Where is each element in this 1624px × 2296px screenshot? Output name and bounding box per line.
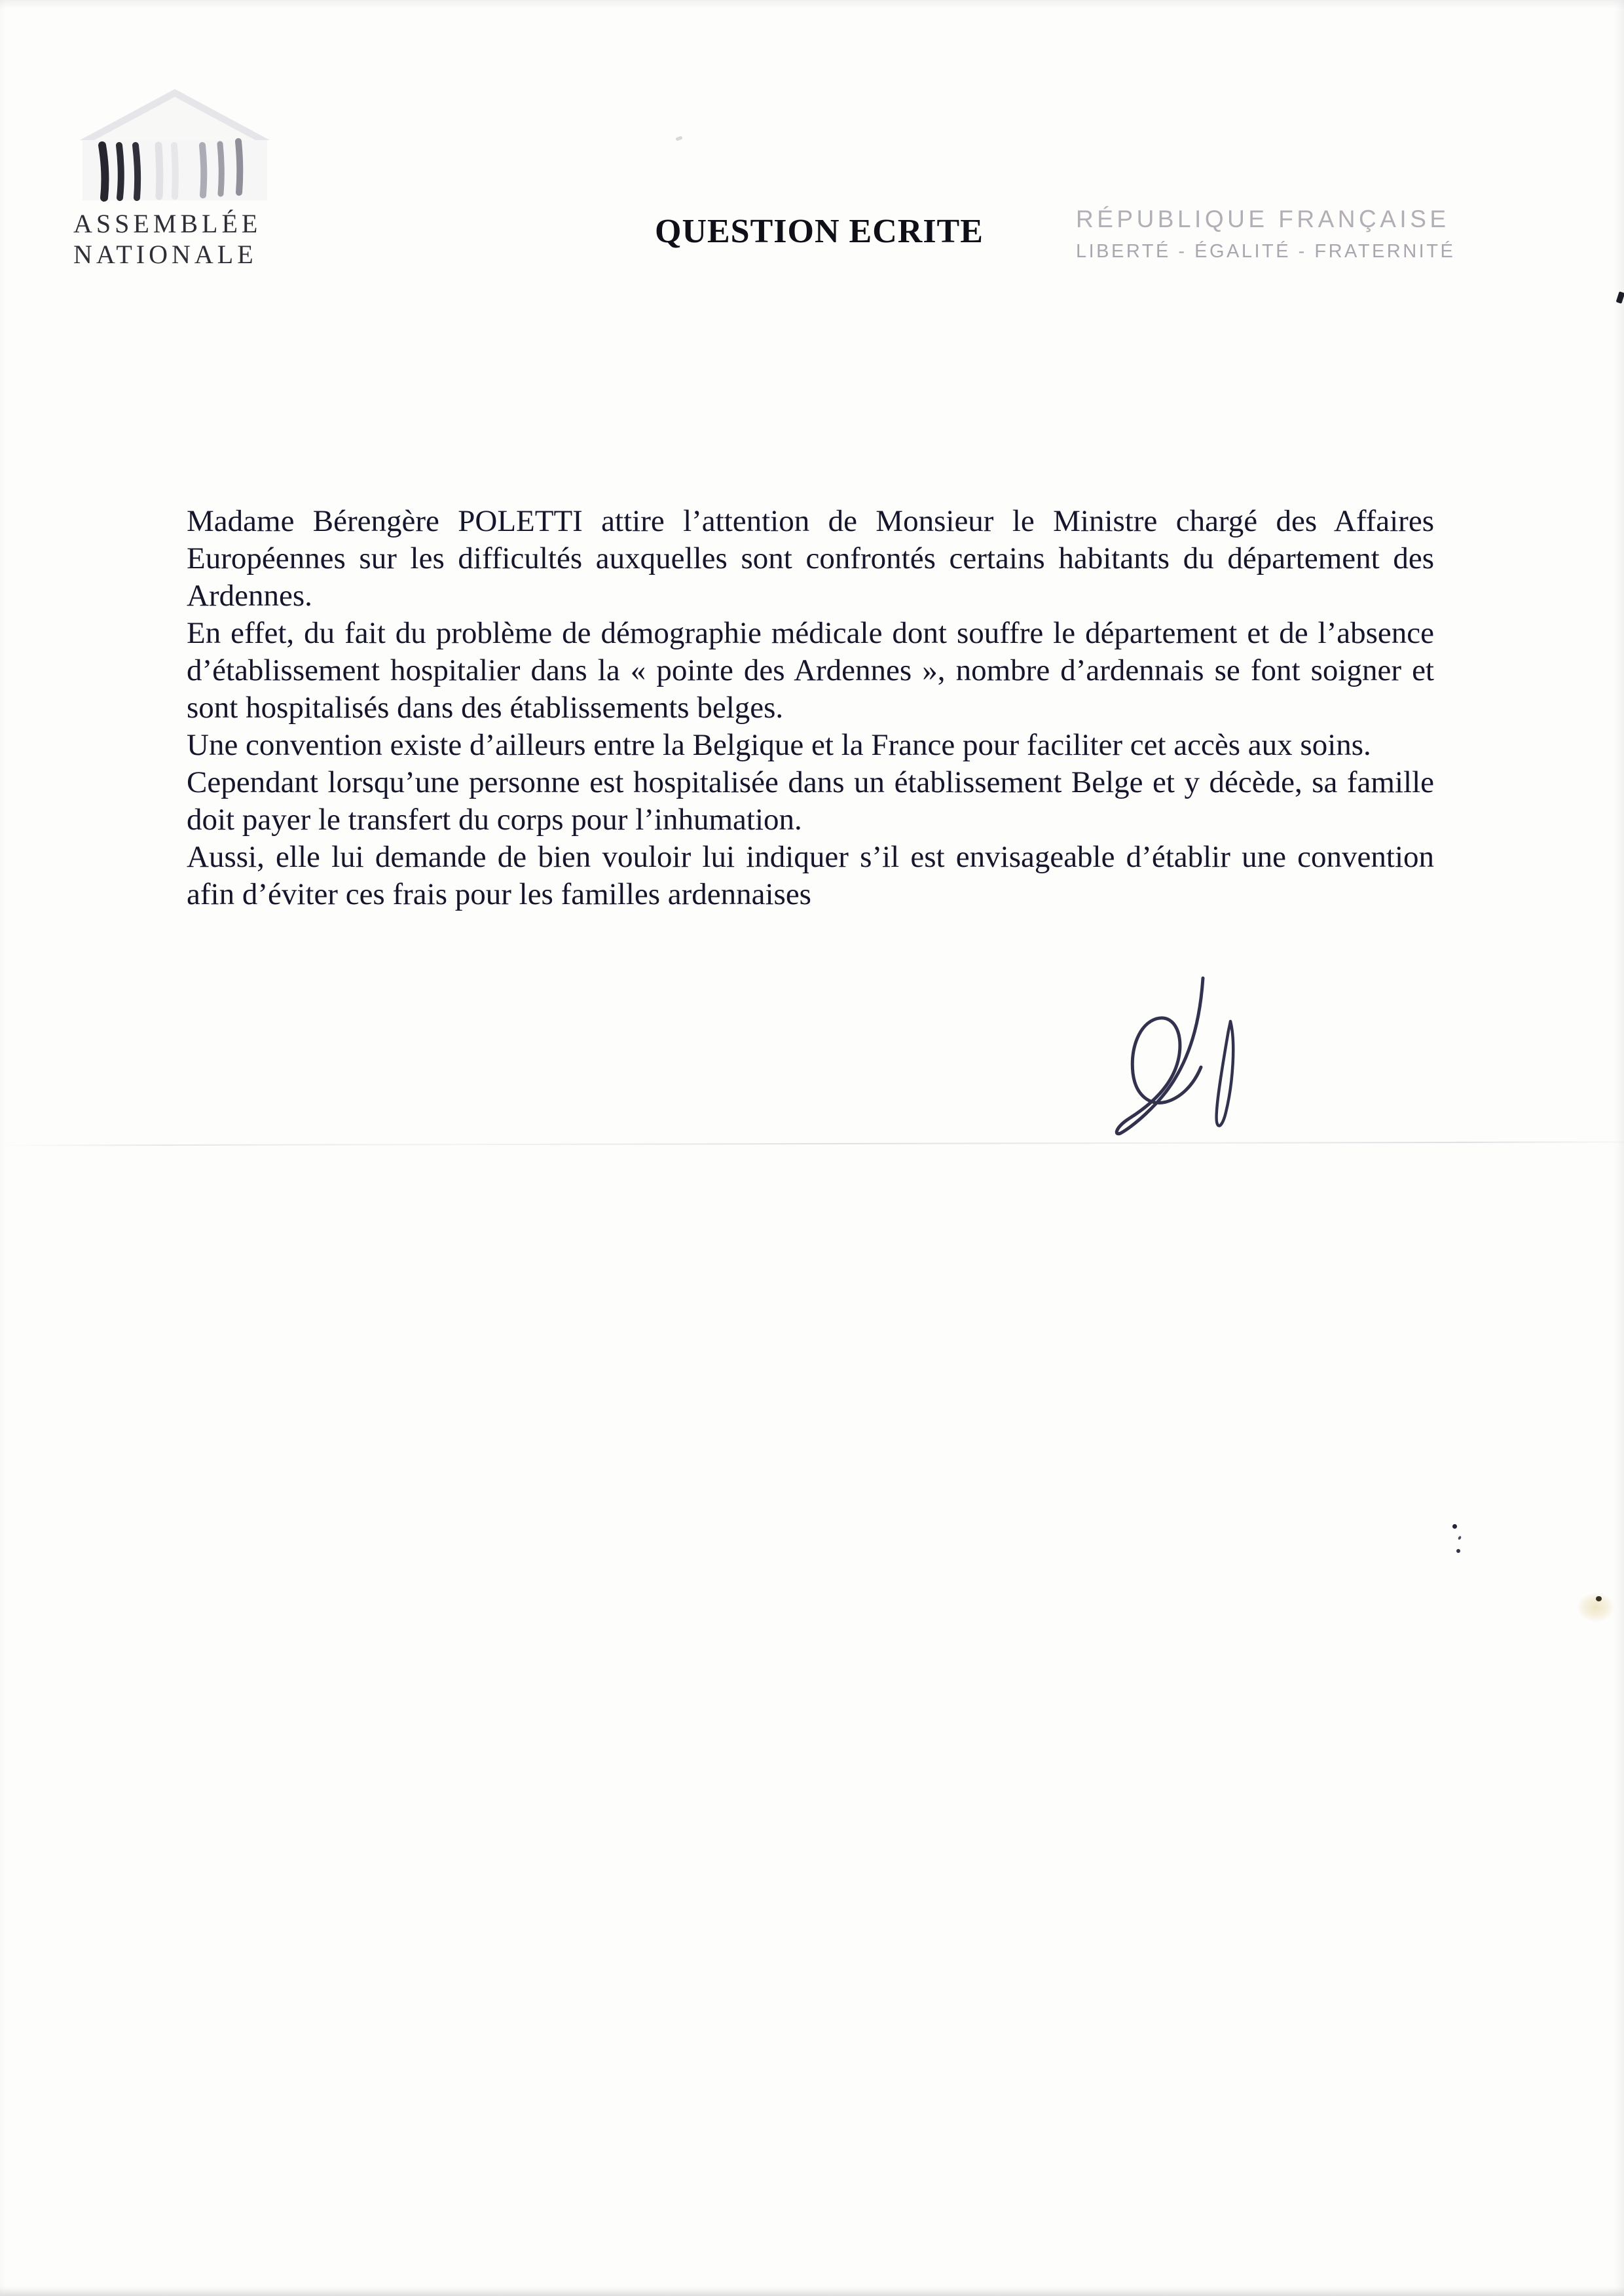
republique-francaise-block xyxy=(1076,206,1456,263)
assemblee-nationale-logo xyxy=(73,82,280,270)
edge-ink-mark xyxy=(1616,291,1624,304)
paragraph-5: Aussi, elle lui demande de bien vouloir lui indiquer s’il est envisageable d’établir une convention afin d’éviter ces frais pour les familles ardennaises xyxy=(187,840,1434,911)
document-title: QUESTION ECRITE xyxy=(655,213,984,250)
question-body xyxy=(187,503,1434,913)
scan-top-shading xyxy=(0,0,1624,9)
org-name-line1: ASSEMBLÉE xyxy=(73,209,262,238)
handwritten-signature-icon xyxy=(1101,970,1265,1147)
paragraph-3: Une convention existe d’ailleurs entre la Belgique et la France pour faciliter cet accès aux soins. xyxy=(187,728,1371,762)
republique-line: RÉPUBLIQUE FRANÇAISE xyxy=(1076,206,1450,232)
handwritten-signature xyxy=(1101,970,1265,1147)
paragraph-1: Madame Bérengère POLETTI attire l’attention de Monsieur le Ministre chargé des Affaires Européennes sur les difficultés auxquelles sont confrontés certains habitants du département des Ardennes. xyxy=(187,504,1434,613)
devise-line: LIBERTÉ - ÉGALITÉ - FRATERNITÉ xyxy=(1076,241,1456,262)
ink-speck xyxy=(1458,1535,1462,1540)
ink-speck xyxy=(1456,1549,1460,1553)
scan-crease-line xyxy=(0,1141,1624,1146)
org-name-line2: NATIONALE xyxy=(73,240,257,269)
assemblee-pediment-icon xyxy=(75,82,275,208)
ink-speck xyxy=(1596,1596,1602,1601)
scan-bottom-shading xyxy=(0,2287,1624,2296)
faint-scan-mark xyxy=(675,136,682,141)
paragraph-2: En effet, du fait du problème de démographie médicale dont souffre le département et de l’absence d’établissement hospitalier dans la « pointe des Ardennes », nombre d’ardennais se font soigner et sont hospitalisés dans des établissements belges. xyxy=(187,616,1434,725)
ink-speck xyxy=(1452,1524,1457,1529)
paragraph-4: Cependant lorsqu’une personne est hospitalisée dans un établissement Belge et y décède, sa famille doit payer le transfert du corps pour l’inhumation. xyxy=(187,765,1434,837)
